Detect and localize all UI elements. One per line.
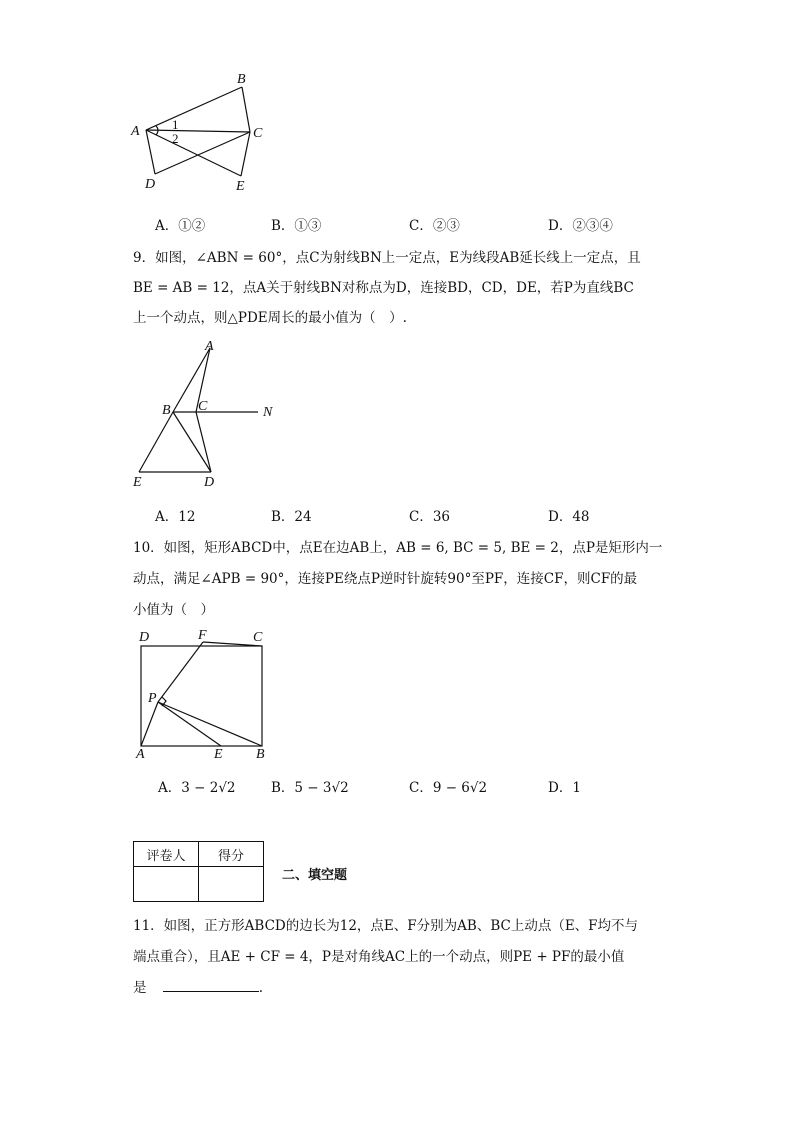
answer-blank[interactable] (163, 979, 259, 992)
q9-option-a: A．12 (155, 509, 196, 525)
fig9-label-C: C (198, 399, 208, 414)
fig8-label-E: E (236, 179, 245, 194)
q9-option-c: C．36 (409, 509, 451, 525)
score-table (133, 841, 264, 902)
fig10-label-E: E (214, 747, 223, 762)
fig10-label-P: P (148, 691, 157, 706)
fig8-label-B: B (237, 72, 246, 87)
q10-text-line-3: 小值为（ ） (133, 602, 214, 618)
q9-text-line-3: 上一个动点，则△PDE周长的最小值为（ ）. (133, 310, 407, 326)
q10-option-a: A．3 − 2√2 (158, 780, 236, 796)
fig9-label-B: B (162, 403, 171, 418)
fig8-label-D: D (145, 177, 156, 192)
question-8-figure (128, 66, 288, 196)
fig8-label-A: A (131, 124, 140, 139)
fig10-label-D: D (139, 630, 150, 645)
fig9-label-E: E (133, 475, 142, 490)
q11-text-line-3: 是 . (133, 980, 264, 996)
q10-text-line-1: 10．如图，矩形ABCD中，点E在边AB上，AB = 6, BC = 5, BE = 2，点P是矩形内一 (133, 540, 663, 556)
fig9-label-A: A (205, 339, 214, 354)
section-title: 二、填空题 (282, 868, 348, 883)
fig8-label-C: C (253, 126, 263, 141)
q10-option-c: C．9 − 6√2 (409, 780, 488, 796)
fig9-label-D: D (204, 475, 215, 490)
fig9-label-N: N (263, 405, 273, 420)
q8-option-a: A．①② (155, 218, 206, 234)
q9-option-b: B．24 (271, 509, 312, 525)
question-10-figure (130, 624, 280, 764)
fig10-label-B: B (256, 747, 265, 762)
score-table-header-reviewer: 评卷人 (134, 842, 199, 867)
fig8-angle-2: 2 (172, 131, 179, 146)
fig10-label-F: F (198, 628, 207, 643)
fig8-angle-1: 1 (172, 117, 179, 132)
q8-option-b: B．①③ (271, 218, 322, 234)
fig10-label-A: A (136, 747, 145, 762)
question-9-figure (128, 336, 298, 496)
q8-option-c: C．②③ (409, 218, 460, 234)
q9-option-d: D．48 (548, 509, 590, 525)
q10-option-d: D．1 (548, 780, 581, 796)
q11-text-line-3-prefix: 是 (133, 980, 147, 996)
q11-text-line-2: 端点重合），且AE + CF = 4，P是对角线AC上的一个动点，则PE + PF的最小值 (133, 949, 625, 965)
q9-text-line-1: 9．如图，∠ABN = 60°，点C为射线BN上一定点，E为线段AB延长线上一定点，且 (133, 250, 641, 266)
score-table-header-score: 得分 (199, 842, 264, 867)
score-table-reviewer-cell[interactable] (134, 867, 199, 902)
q10-text-line-2: 动点，满足∠APB = 90°，连接PE绕点P逆时针旋转90°至PF，连接CF，则CF的最 (133, 571, 638, 587)
q11-text-line-1: 11．如图，正方形ABCD的边长为12，点E、F分别为AB、BC上动点（E、F均不与 (133, 918, 639, 934)
q10-option-b: B．5 − 3√2 (271, 780, 349, 796)
q9-text-line-2: BE = AB = 12，点A关于射线BN对称点为D，连接BD，CD，DE，若P为直线BC (133, 280, 634, 296)
score-table-score-cell[interactable] (199, 867, 264, 902)
fig10-label-C: C (253, 630, 263, 645)
q8-option-d: D．②③④ (548, 218, 613, 234)
